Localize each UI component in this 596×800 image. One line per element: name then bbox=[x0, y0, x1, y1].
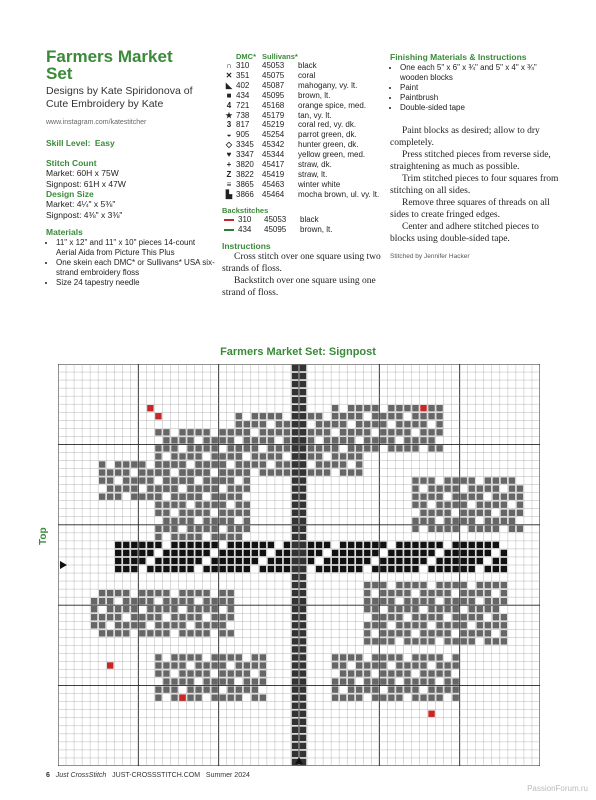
key-row bbox=[222, 130, 392, 140]
materials-heading: Materials bbox=[46, 227, 83, 237]
backstitch-row bbox=[222, 215, 392, 225]
key-row bbox=[222, 160, 392, 170]
finishing-paragraph: Press stitched pieces from reverse side, straightening as much as possible. bbox=[390, 150, 551, 172]
watermark: PassionForum.ru bbox=[527, 784, 588, 793]
title-line-1: Farmers Market bbox=[46, 47, 173, 66]
chart-top-label: Top bbox=[38, 527, 49, 545]
key-dmc: 3865 bbox=[236, 179, 254, 189]
key-color-name: coral red, vy. dk. bbox=[298, 120, 357, 130]
list-item: • Paintbrush bbox=[400, 93, 565, 103]
key-sullivans: 45075 bbox=[262, 70, 285, 80]
design-size-heading: Design Size bbox=[46, 189, 94, 199]
backstitch-line bbox=[224, 229, 234, 231]
key-row bbox=[222, 101, 392, 111]
designer-line-1: Designs by Kate Spiridonova of bbox=[46, 85, 193, 97]
key-row bbox=[222, 71, 392, 81]
key-dmc: 3822 bbox=[236, 169, 254, 179]
key-symbol: ◒ bbox=[226, 130, 232, 140]
key-sullivans: 45344 bbox=[262, 150, 285, 160]
key-dmc: 3345 bbox=[236, 140, 254, 150]
key-sullivans: 45087 bbox=[262, 80, 285, 90]
key-symbol: 4 bbox=[226, 100, 232, 110]
skill-label: Skill Level: bbox=[46, 138, 91, 148]
instructions-paragraph: Backstitch over one square using one strand of floss. bbox=[222, 275, 376, 298]
key-dmc: 3347 bbox=[236, 150, 254, 160]
stitch-count-signpost: Signpost: 61H x 47W bbox=[46, 178, 126, 189]
key-dmc: 434 bbox=[238, 224, 252, 234]
website: JUST-CROSSSTITCH.COM bbox=[112, 772, 201, 779]
finishing-paragraph: Trim stitched pieces to four squares from stitching on all sides. bbox=[390, 174, 559, 196]
skill-value: Easy bbox=[94, 138, 115, 148]
key-row bbox=[222, 91, 392, 101]
key-row bbox=[222, 170, 392, 180]
key-color-name: yellow green, med. bbox=[298, 150, 366, 160]
project-title bbox=[46, 48, 216, 82]
key-dmc: 817 bbox=[236, 120, 250, 130]
list-item: • Double-sided tape bbox=[400, 103, 565, 113]
key-color-name: mocha brown, ul. vy. lt. bbox=[298, 189, 380, 199]
key-color-name: straw, dk. bbox=[298, 160, 332, 170]
backstitch-line bbox=[224, 219, 234, 221]
key-dmc: 3820 bbox=[236, 160, 254, 170]
key-sullivans: 45419 bbox=[262, 169, 285, 179]
key-sullivans: 45464 bbox=[262, 189, 285, 199]
key-dmc: 310 bbox=[238, 214, 252, 224]
key-header bbox=[222, 52, 392, 61]
key-row bbox=[222, 120, 392, 130]
key-symbol: ≡ bbox=[226, 179, 232, 189]
key-color-name: straw, lt. bbox=[298, 169, 328, 179]
key-color-name: hunter green, dk. bbox=[298, 140, 359, 150]
backstitch-row bbox=[222, 225, 392, 235]
key-symbol: ◇ bbox=[225, 140, 233, 150]
key-symbol: ∩ bbox=[226, 61, 232, 70]
key-color-name: brown, lt. bbox=[298, 90, 331, 100]
key-color-name: tan, vy. lt. bbox=[298, 110, 332, 120]
list-item: • Size 24 tapestry needle bbox=[56, 278, 216, 288]
key-sullivans: 45342 bbox=[262, 140, 285, 150]
finishing-list bbox=[390, 63, 565, 113]
key-sullivans: 45053 bbox=[264, 214, 287, 224]
key-dmc: 402 bbox=[236, 80, 250, 90]
key-row bbox=[222, 150, 392, 160]
key-sullivans: 45053 bbox=[262, 61, 285, 70]
key-symbol: ✕ bbox=[225, 70, 233, 80]
list-item: • Paint bbox=[400, 83, 565, 93]
key-symbol: ★ bbox=[225, 110, 233, 120]
stitch-count-heading: Stitch Count bbox=[46, 158, 97, 168]
key-symbol: ◣ bbox=[225, 80, 233, 90]
key-symbol: ♥ bbox=[226, 150, 232, 160]
issue-date: Summer 2024 bbox=[205, 772, 250, 779]
key-symbol: 3 bbox=[226, 120, 232, 130]
key-dmc: 721 bbox=[236, 100, 250, 110]
key-color-name: brown, lt. bbox=[300, 224, 333, 234]
backstitch-rows bbox=[222, 215, 392, 235]
list-item: • One each 5" x 6" x ¾" and 5" x 4" x ¾" wooden blocks bbox=[400, 63, 565, 83]
design-size-signpost: Signpost: 4⅜" x 3⅜" bbox=[46, 209, 123, 220]
key-color-name: mahogany, vy. lt. bbox=[298, 80, 358, 90]
key-sullivans: 45463 bbox=[262, 179, 285, 189]
skill-level bbox=[46, 133, 216, 151]
instructions-paragraph: Cross stitch over one square using two strands of floss. bbox=[222, 251, 381, 274]
key-row bbox=[222, 180, 392, 190]
key-dmc: 3866 bbox=[236, 189, 254, 199]
key-row bbox=[222, 111, 392, 121]
key-sullivans: 45179 bbox=[262, 110, 285, 120]
key-sullivans: 45095 bbox=[264, 224, 287, 234]
chart-title: Farmers Market Set: Signpost bbox=[220, 346, 376, 358]
key-sullivans-header: Sullivans* bbox=[262, 52, 298, 61]
key-symbol: ▙ bbox=[225, 189, 233, 199]
designer-credit bbox=[46, 85, 216, 111]
key-sullivans: 45417 bbox=[262, 160, 285, 170]
page-footer bbox=[46, 772, 250, 779]
key-rows bbox=[222, 61, 392, 200]
key-row bbox=[222, 81, 392, 91]
key-sullivans: 45219 bbox=[262, 120, 285, 130]
list-item: • 11" x 12" and 11" x 10" pieces 14-count Aerial Aida from Picture This Plus bbox=[56, 238, 216, 258]
key-color-name: parrot green, dk. bbox=[298, 130, 357, 140]
designer-line-2: Cute Embroidery by Kate bbox=[46, 98, 164, 110]
key-color-name: coral bbox=[298, 70, 316, 80]
title-line-2: Set bbox=[46, 64, 73, 83]
key-sullivans: 45168 bbox=[262, 100, 285, 110]
key-sullivans: 45095 bbox=[262, 90, 285, 100]
backstitches-heading: Backstitches bbox=[222, 205, 269, 215]
key-dmc: 738 bbox=[236, 110, 250, 120]
key-dmc-header: DMC* bbox=[236, 52, 256, 61]
finishing-section bbox=[390, 52, 565, 260]
key-sullivans: 45254 bbox=[262, 130, 285, 140]
key-color-name: black bbox=[300, 214, 319, 224]
project-info bbox=[46, 48, 216, 288]
design-size-market: Market: 4¼" x 5⅜" bbox=[46, 199, 116, 209]
finishing-paragraph: Remove three squares of threads on all sides to create fringed edges. bbox=[390, 198, 550, 220]
key-dmc: 905 bbox=[236, 130, 250, 140]
instagram-link[interactable]: www.instagram.com/katestitcher bbox=[46, 119, 147, 126]
key-symbol: Z bbox=[226, 169, 232, 179]
list-item: • One skein each DMC* or Sullivans* USA six-strand embroidery floss bbox=[56, 258, 216, 278]
key-row bbox=[222, 190, 392, 200]
key-row bbox=[222, 61, 392, 71]
finishing-paragraph: Paint blocks as desired; allow to dry completely. bbox=[390, 126, 540, 148]
magazine-name: Just CrossStitch bbox=[55, 772, 107, 779]
key-dmc: 434 bbox=[236, 90, 250, 100]
key-row bbox=[222, 140, 392, 150]
color-key bbox=[222, 52, 392, 299]
key-dmc: 310 bbox=[236, 61, 250, 70]
key-color-name: black bbox=[298, 61, 317, 70]
page-number: 6 bbox=[46, 772, 50, 779]
materials-list bbox=[46, 238, 216, 288]
stitched-by-credit: Stitched by Jennifer Hacker bbox=[390, 253, 470, 260]
key-color-name: winter white bbox=[298, 179, 341, 189]
stitch-count-market: Market: 60H x 75W bbox=[46, 168, 119, 178]
key-color-name: orange spice, med. bbox=[298, 100, 367, 110]
key-symbol: ■ bbox=[226, 90, 232, 100]
finishing-heading: Finishing Materials & Instructions bbox=[390, 52, 527, 62]
finishing-paragraph: Center and adhere stitched pieces to blocks using double-sided tape. bbox=[390, 222, 539, 244]
key-dmc: 351 bbox=[236, 70, 250, 80]
instructions-heading: Instructions bbox=[222, 240, 271, 251]
key-symbol: + bbox=[226, 160, 232, 170]
cross-stitch-chart bbox=[58, 364, 540, 766]
